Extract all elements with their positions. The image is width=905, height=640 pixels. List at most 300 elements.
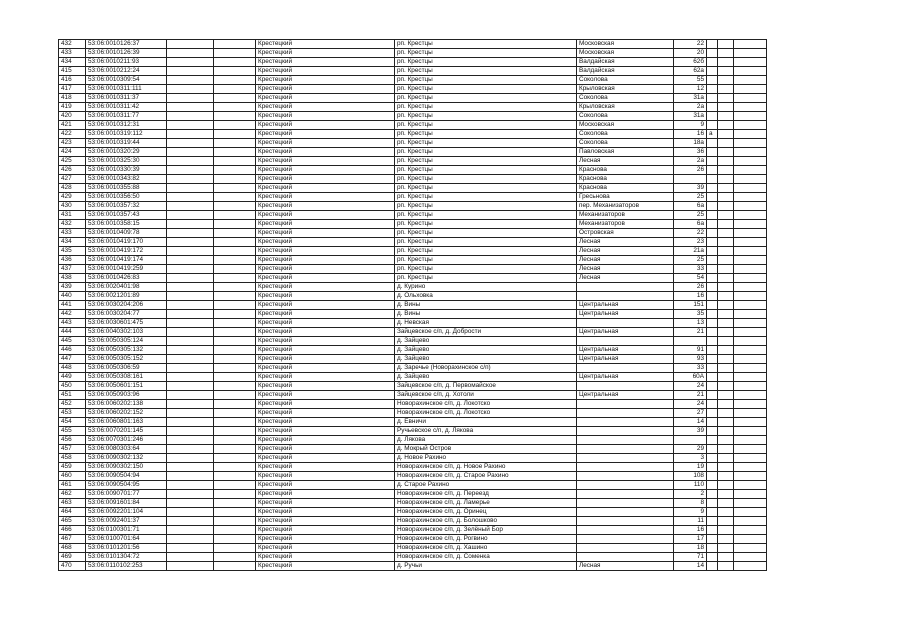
house-number: 21 (674, 391, 707, 400)
house-letter (707, 508, 718, 517)
empty-cell (167, 76, 214, 85)
row-number: 424 (59, 148, 86, 157)
house-number: 22 (674, 229, 707, 238)
row-number: 447 (59, 355, 86, 364)
empty-cell (718, 517, 734, 526)
cadastral-number: 53:06:0010312:31 (86, 121, 167, 130)
empty-cell (167, 328, 214, 337)
district: Крестецкий (256, 436, 395, 445)
empty-cell (734, 490, 767, 499)
empty-cell (718, 229, 734, 238)
street: Лесная (577, 157, 674, 166)
house-letter (707, 211, 718, 220)
empty-cell (718, 112, 734, 121)
street: Лесная (577, 562, 674, 571)
locality: д. Лякова (395, 436, 577, 445)
house-number: 93 (674, 355, 707, 364)
row-number: 463 (59, 499, 86, 508)
empty-cell (214, 202, 256, 211)
district: Крестецкий (256, 400, 395, 409)
house-number: 24 (674, 382, 707, 391)
cadastral-number: 53:06:0091601:84 (86, 499, 167, 508)
locality: Зайцевское с/п, д. Хотоли (395, 391, 577, 400)
empty-cell (214, 355, 256, 364)
row-number: 429 (59, 193, 86, 202)
cadastral-number: 53:06:0010311:77 (86, 112, 167, 121)
empty-cell (167, 130, 214, 139)
empty-cell (718, 94, 734, 103)
locality: Ручьевское с/п, д. Лякова (395, 427, 577, 436)
district: Крестецкий (256, 130, 395, 139)
table-row (59, 319, 767, 328)
empty-cell (167, 175, 214, 184)
house-letter (707, 400, 718, 409)
district: Крестецкий (256, 301, 395, 310)
empty-cell (734, 526, 767, 535)
district: Крестецкий (256, 94, 395, 103)
cadastral-number: 53:06:0010325:30 (86, 157, 167, 166)
street: Центральная (577, 301, 674, 310)
house-number: 14 (674, 562, 707, 571)
locality: рп. Крестцы (395, 184, 577, 193)
table-row (59, 238, 767, 247)
empty-cell (214, 319, 256, 328)
empty-cell (214, 265, 256, 274)
district: Крестецкий (256, 175, 395, 184)
house-letter (707, 373, 718, 382)
house-number: 9 (674, 508, 707, 517)
empty-cell (214, 211, 256, 220)
district: Крестецкий (256, 40, 395, 49)
cadastral-number: 53:06:0060801:163 (86, 418, 167, 427)
house-number (674, 436, 707, 445)
locality: рп. Крестцы (395, 112, 577, 121)
street (577, 490, 674, 499)
table-row (59, 184, 767, 193)
empty-cell (167, 400, 214, 409)
empty-cell (718, 346, 734, 355)
cadastral-number: 53:06:0020401:98 (86, 283, 167, 292)
row-number: 466 (59, 526, 86, 535)
row-number: 433 (59, 49, 86, 58)
table-body (59, 40, 767, 571)
empty-cell (214, 310, 256, 319)
empty-cell (214, 193, 256, 202)
street: Павловская (577, 148, 674, 157)
street (577, 292, 674, 301)
house-number: 110 (674, 481, 707, 490)
house-number: 18 (674, 544, 707, 553)
empty-cell (214, 184, 256, 193)
cadastral-number: 53:06:0021201:89 (86, 292, 167, 301)
row-number: 427 (59, 175, 86, 184)
cadastral-number: 53:06:0010126:39 (86, 49, 167, 58)
cadastral-number: 53:06:0092201:104 (86, 508, 167, 517)
house-letter (707, 553, 718, 562)
house-letter (707, 346, 718, 355)
house-number: 39 (674, 427, 707, 436)
house-number: 25 (674, 256, 707, 265)
street (577, 535, 674, 544)
empty-cell (734, 148, 767, 157)
empty-cell (718, 319, 734, 328)
house-letter (707, 238, 718, 247)
street (577, 418, 674, 427)
row-number: 470 (59, 562, 86, 571)
locality: д. Новое Рахино (395, 454, 577, 463)
empty-cell (734, 472, 767, 481)
row-number: 432 (59, 40, 86, 49)
cadastral-number: 53:06:0010357:32 (86, 202, 167, 211)
empty-cell (214, 247, 256, 256)
house-letter (707, 157, 718, 166)
locality: Новорахинское с/п, д. Зелёный Бор (395, 526, 577, 535)
house-number: 35 (674, 310, 707, 319)
empty-cell (718, 544, 734, 553)
empty-cell (214, 40, 256, 49)
district: Крестецкий (256, 184, 395, 193)
house-number: 20 (674, 49, 707, 58)
street: Краснова (577, 175, 674, 184)
house-letter (707, 103, 718, 112)
locality: Новорахинское с/п, д. Оринец (395, 508, 577, 517)
empty-cell (718, 400, 734, 409)
empty-cell (167, 490, 214, 499)
house-letter (707, 40, 718, 49)
empty-cell (167, 49, 214, 58)
locality: рп. Крестцы (395, 121, 577, 130)
empty-cell (718, 40, 734, 49)
empty-cell (734, 418, 767, 427)
empty-cell (167, 337, 214, 346)
empty-cell (214, 337, 256, 346)
empty-cell (214, 454, 256, 463)
table-row (59, 211, 767, 220)
row-number: 449 (59, 373, 86, 382)
empty-cell (167, 283, 214, 292)
table-row (59, 283, 767, 292)
house-letter (707, 436, 718, 445)
table-row (59, 409, 767, 418)
row-number: 425 (59, 157, 86, 166)
empty-cell (167, 103, 214, 112)
house-letter (707, 175, 718, 184)
street: Крыловская (577, 85, 674, 94)
empty-cell (718, 238, 734, 247)
empty-cell (167, 553, 214, 562)
empty-cell (734, 562, 767, 571)
row-number: 421 (59, 121, 86, 130)
empty-cell (718, 202, 734, 211)
empty-cell (167, 364, 214, 373)
street: Соколова (577, 76, 674, 85)
table-row (59, 481, 767, 490)
table-row (59, 499, 767, 508)
house-letter (707, 85, 718, 94)
empty-cell (214, 229, 256, 238)
empty-cell (167, 94, 214, 103)
locality: Новорахинское с/п, д. Рогвино (395, 535, 577, 544)
cadastral-number: 53:06:0010320:29 (86, 148, 167, 157)
empty-cell (214, 139, 256, 148)
locality: рп. Крестцы (395, 148, 577, 157)
cadastral-number: 53:06:0010311:111 (86, 85, 167, 94)
house-letter (707, 58, 718, 67)
empty-cell (167, 418, 214, 427)
house-number: 36 (674, 148, 707, 157)
empty-cell (167, 274, 214, 283)
table-row (59, 103, 767, 112)
district: Крестецкий (256, 526, 395, 535)
table-row (59, 373, 767, 382)
house-number: 25 (674, 193, 707, 202)
empty-cell (167, 58, 214, 67)
table-row (59, 202, 767, 211)
empty-cell (718, 67, 734, 76)
empty-cell (214, 364, 256, 373)
locality: рп. Крестцы (395, 67, 577, 76)
empty-cell (214, 418, 256, 427)
empty-cell (734, 247, 767, 256)
empty-cell (734, 310, 767, 319)
empty-cell (167, 148, 214, 157)
house-letter: а (707, 130, 718, 139)
house-number: 33 (674, 265, 707, 274)
row-number: 454 (59, 418, 86, 427)
empty-cell (167, 121, 214, 130)
empty-cell (734, 535, 767, 544)
street: Лесная (577, 247, 674, 256)
row-number: 445 (59, 337, 86, 346)
table-row (59, 148, 767, 157)
district: Крестецкий (256, 58, 395, 67)
row-number: 418 (59, 94, 86, 103)
empty-cell (734, 544, 767, 553)
street (577, 544, 674, 553)
empty-cell (214, 112, 256, 121)
empty-cell (167, 472, 214, 481)
cadastral-number: 53:06:0010355:88 (86, 184, 167, 193)
row-number: 442 (59, 310, 86, 319)
empty-cell (718, 310, 734, 319)
empty-cell (167, 211, 214, 220)
street (577, 382, 674, 391)
empty-cell (214, 67, 256, 76)
empty-cell (214, 76, 256, 85)
empty-cell (718, 409, 734, 418)
empty-cell (214, 553, 256, 562)
empty-cell (214, 256, 256, 265)
house-number: 17 (674, 535, 707, 544)
empty-cell (734, 391, 767, 400)
row-number: 434 (59, 58, 86, 67)
empty-cell (167, 436, 214, 445)
cadastral-number: 53:06:0060202:138 (86, 400, 167, 409)
empty-cell (734, 445, 767, 454)
locality: рп. Крестцы (395, 265, 577, 274)
cadastral-number: 53:06:0100301:71 (86, 526, 167, 535)
street (577, 499, 674, 508)
locality: рп. Крестцы (395, 220, 577, 229)
cadastral-number: 53:06:0010126:37 (86, 40, 167, 49)
district: Крестецкий (256, 166, 395, 175)
locality: Новорахинское с/п, д. Локотско (395, 409, 577, 418)
house-letter (707, 481, 718, 490)
empty-cell (734, 436, 767, 445)
empty-cell (214, 328, 256, 337)
cadastral-number: 53:06:0090302:132 (86, 454, 167, 463)
street: пер. Механизаторов (577, 202, 674, 211)
empty-cell (214, 508, 256, 517)
empty-cell (167, 391, 214, 400)
cadastral-number: 53:06:0010311:42 (86, 103, 167, 112)
empty-cell (734, 346, 767, 355)
district: Крестецкий (256, 472, 395, 481)
district: Крестецкий (256, 103, 395, 112)
table-row (59, 301, 767, 310)
district: Крестецкий (256, 247, 395, 256)
empty-cell (167, 508, 214, 517)
street: Краснова (577, 184, 674, 193)
house-letter (707, 382, 718, 391)
house-letter (707, 184, 718, 193)
table-row (59, 337, 767, 346)
table-row (59, 265, 767, 274)
locality: д. Вины (395, 310, 577, 319)
house-letter (707, 562, 718, 571)
empty-cell (718, 445, 734, 454)
street: Центральная (577, 310, 674, 319)
table-row (59, 328, 767, 337)
street: Московская (577, 121, 674, 130)
district: Крестецкий (256, 229, 395, 238)
cadastral-number: 53:06:0010356:50 (86, 193, 167, 202)
empty-cell (734, 301, 767, 310)
house-letter (707, 121, 718, 130)
locality: рп. Крестцы (395, 211, 577, 220)
empty-cell (214, 490, 256, 499)
empty-cell (214, 436, 256, 445)
row-number: 459 (59, 463, 86, 472)
empty-cell (734, 328, 767, 337)
street: Гресьнова (577, 193, 674, 202)
locality: Новорахинское с/п, д. Болошково (395, 517, 577, 526)
locality: д. Зайцево (395, 373, 577, 382)
row-number: 456 (59, 436, 86, 445)
street (577, 454, 674, 463)
house-letter (707, 193, 718, 202)
empty-cell (167, 481, 214, 490)
empty-cell (734, 238, 767, 247)
empty-cell (734, 517, 767, 526)
cadastral-number: 53:06:0010426:83 (86, 274, 167, 283)
empty-cell (718, 454, 734, 463)
locality: рп. Крестцы (395, 103, 577, 112)
house-number: 91 (674, 346, 707, 355)
table-row (59, 508, 767, 517)
cadastral-number: 53:06:0110102:253 (86, 562, 167, 571)
house-number: 22 (674, 40, 707, 49)
cadastral-number: 53:06:0090504:95 (86, 481, 167, 490)
street: Центральная (577, 373, 674, 382)
empty-cell (718, 76, 734, 85)
table-row (59, 121, 767, 130)
district: Крестецкий (256, 310, 395, 319)
district: Крестецкий (256, 319, 395, 328)
district: Крестецкий (256, 256, 395, 265)
house-number: 16 (674, 292, 707, 301)
empty-cell (214, 427, 256, 436)
house-letter (707, 472, 718, 481)
empty-cell (214, 58, 256, 67)
street: Механизаторов (577, 211, 674, 220)
house-number: 62б (674, 58, 707, 67)
house-number: 31а (674, 112, 707, 121)
locality: рп. Крестцы (395, 202, 577, 211)
empty-cell (167, 454, 214, 463)
table-row (59, 535, 767, 544)
row-number: 419 (59, 103, 86, 112)
empty-cell (718, 481, 734, 490)
empty-cell (718, 391, 734, 400)
house-number: 13 (674, 319, 707, 328)
empty-cell (718, 328, 734, 337)
district: Крестецкий (256, 454, 395, 463)
cadastral-number: 53:06:0080303:64 (86, 445, 167, 454)
cadastral-number: 53:06:0010419:259 (86, 265, 167, 274)
table-row (59, 436, 767, 445)
street (577, 481, 674, 490)
empty-cell (718, 436, 734, 445)
row-number: 422 (59, 130, 86, 139)
empty-cell (734, 40, 767, 49)
house-number: 23 (674, 238, 707, 247)
house-letter (707, 94, 718, 103)
cadastral-number: 53:06:0010419:172 (86, 247, 167, 256)
district: Крестецкий (256, 49, 395, 58)
table-row (59, 382, 767, 391)
empty-cell (167, 310, 214, 319)
cadastral-number: 53:06:0010409:78 (86, 229, 167, 238)
street: Механизаторов (577, 220, 674, 229)
empty-cell (718, 490, 734, 499)
cadastral-number: 53:06:0092401:37 (86, 517, 167, 526)
house-letter (707, 454, 718, 463)
empty-cell (167, 562, 214, 571)
empty-cell (214, 481, 256, 490)
district: Крестецкий (256, 481, 395, 490)
house-letter (707, 328, 718, 337)
house-letter (707, 292, 718, 301)
house-letter (707, 319, 718, 328)
row-number: 423 (59, 139, 86, 148)
row-number: 439 (59, 283, 86, 292)
house-number: 54 (674, 274, 707, 283)
empty-cell (734, 292, 767, 301)
empty-cell (734, 58, 767, 67)
row-number: 428 (59, 184, 86, 193)
empty-cell (718, 355, 734, 364)
empty-cell (167, 265, 214, 274)
row-number: 467 (59, 535, 86, 544)
locality: рп. Крестцы (395, 229, 577, 238)
street: Центральная (577, 328, 674, 337)
empty-cell (167, 247, 214, 256)
empty-cell (214, 535, 256, 544)
house-number: 14 (674, 418, 707, 427)
empty-cell (214, 526, 256, 535)
empty-cell (718, 553, 734, 562)
